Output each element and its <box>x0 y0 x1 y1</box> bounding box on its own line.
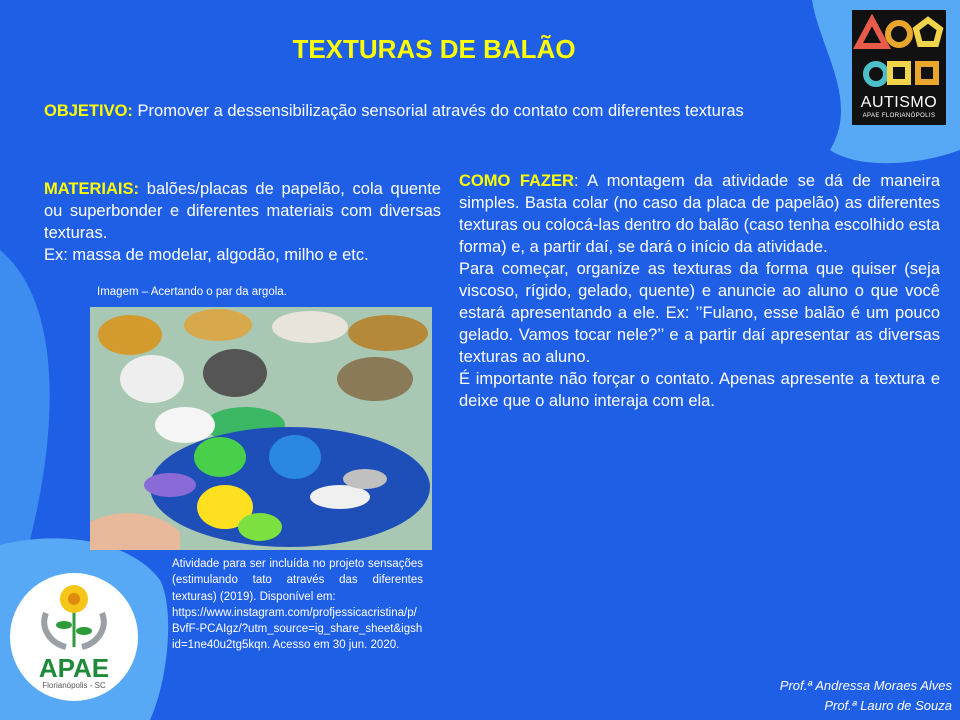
materials-paragraph <box>44 178 441 266</box>
apae-subtitle: Florianópolis - SC <box>42 681 106 690</box>
image-caption: Imagem – Acertando o par da argola. <box>97 286 287 298</box>
shapes-icon <box>852 10 946 94</box>
activity-photo <box>90 307 432 550</box>
objective-label: OBJETIVO: <box>44 102 133 120</box>
apae-wordmark: APAE <box>38 653 110 683</box>
objective-text: Promover a dessensibilização sensorial através do contato com diferentes texturas <box>132 102 744 120</box>
autismo-subtitle: APAE FLORIANÓPOLIS <box>862 113 936 119</box>
credit-line: Prof.ª Lauro de Souza <box>824 698 952 713</box>
apae-logo <box>10 573 138 701</box>
reference-text: Atividade para ser incluída no projeto sensações (estimulando tato através das diferentes texturas) (2019). Disponível em: <box>172 558 423 603</box>
credit-line: Prof.ª Andressa Moraes Alves <box>779 678 952 693</box>
credits <box>780 676 952 716</box>
autismo-logo <box>852 10 946 125</box>
reference-note <box>172 556 423 654</box>
objective-paragraph <box>44 100 824 122</box>
how-to-section <box>459 170 940 412</box>
page-title: TEXTURAS DE BALÃO <box>292 34 576 64</box>
materials-example: Ex: massa de modelar, algodão, milho e etc. <box>44 246 369 264</box>
how-to-paragraph-2: Para começar, organize as texturas da forma que quiser (seja viscoso, rígido, gelado, quente) e anuncie ao aluno o que você estará apresentando a ele. Ex: ’’Fulano, esse balão é um pouco gelado. Vamos tocar nele?’’ e a partir daí apresentar as diversas texturas ao aluno. <box>459 260 940 366</box>
how-to-label: COMO FAZER <box>459 172 574 190</box>
flower-hands-icon <box>10 573 138 653</box>
materials-label: MATERIAIS: <box>44 180 140 198</box>
reference-access: Acesso em 30 jun. 2020. <box>272 639 400 652</box>
how-to-text: : A montagem da atividade se dá de maneira simples. Basta colar (no caso da placa de papelão) as diferentes texturas ou colocá-las dentro do balão (caso tenha escolhido esta forma) e, a partir daí, se dará o início da atividade. <box>459 172 940 256</box>
how-to-paragraph-3: É importante não forçar o contato. Apenas apresente a textura e deixe que o aluno interaja com ela. <box>459 370 940 410</box>
reference-url[interactable]: https://www.instagram.com/profjessicacristina/p/BvfF-PCAIgz/?utm_source=ig_share_sheet&igshid=1ne40u2tg5kqn. <box>172 606 423 652</box>
materials-text: balões/placas de papelão, cola quente ou superbonder e diferentes materiais com diversas texturas. <box>44 180 441 242</box>
autismo-wordmark: AUTISMO <box>860 94 938 111</box>
